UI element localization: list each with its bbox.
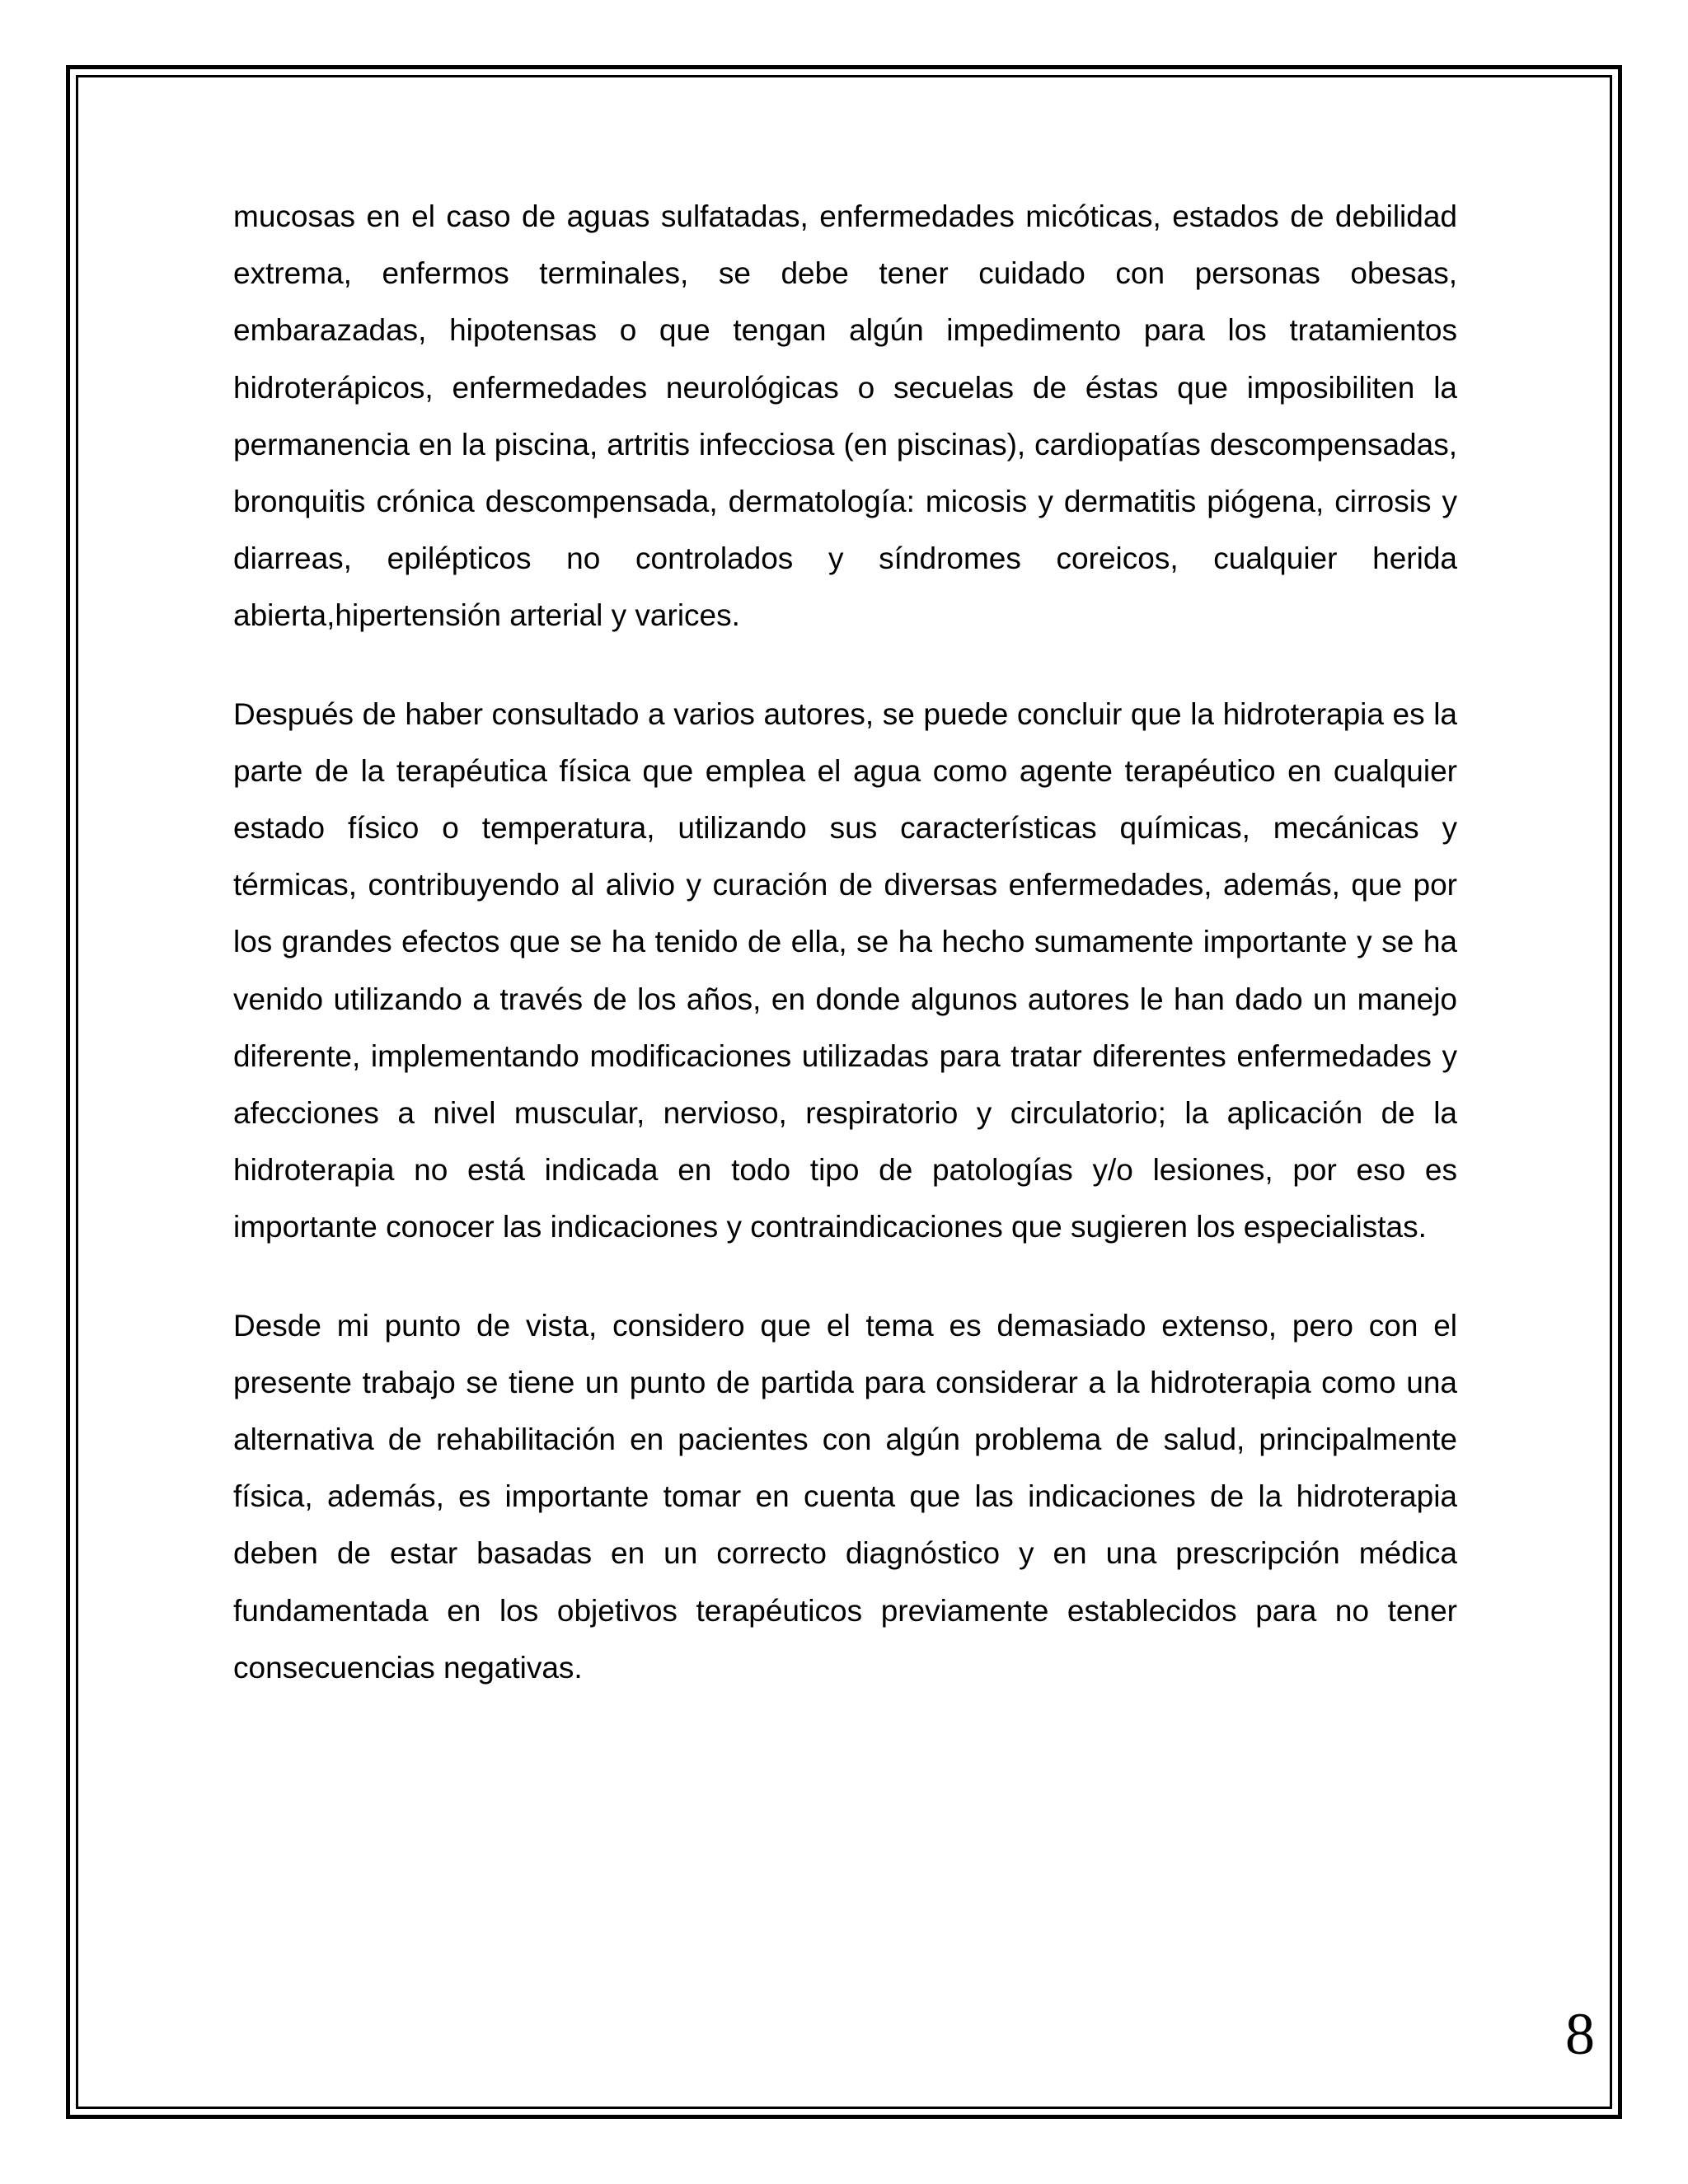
paragraph-opinion: Desde mi punto de vista, considero que el tema es demasiado extenso, pero con el presente trabajo se tiene un punto de partida para considerar a la hidroterapia como una alternativa de rehabilitación en pacientes con algún problema de salud, principalmente física, además, es importante tomar en cuenta que las indicaciones de la hidroterapia deben de estar basadas en un correcto diagnóstico y en una prescripción médica fundamentada en los objetivos terapéuticos previamente establecidos para no tener consecuencias negativas. <box>233 1308 1457 1685</box>
paragraph-conclusion: Después de haber consultado a varios autores, se puede concluir que la hidroterapia es la parte de la terapéutica física que emplea el agua como agente terapéutico en cualquier estado físico o temperatura, utilizando sus características químicas, mecánicas y térmicas, contribuyendo al alivio y curación de diversas enfermedades, además, que por los grandes efectos que se ha tenido de ella, se ha hecho sumamente importante y se ha venido utilizando a través de los años, en donde algunos autores le han dado un manejo diferente, implementando modificaciones utilizadas para tratar diferentes enfermedades y afecciones a nivel muscular, nervioso, respiratorio y circulatorio; la aplicación de la hidroterapia no está indicada en todo tipo de patologías y/o lesiones, por eso es importante conocer las indicaciones y contraindicaciones que sugieren los especialistas. <box>233 696 1457 1244</box>
page-number: 8 <box>1565 2001 1595 2067</box>
paragraph-contraindications: mucosas en el caso de aguas sulfatadas, enfermedades micóticas, estados de debilidad extrema, enfermos terminales, se debe tener cuidado con personas obesas, embarazadas, hipotensas o que tengan algún impedimento para los tratamientos hidroterápicos, enfermedades neurológicas o secuelas de éstas que imposibiliten la permanencia en la piscina, artritis infecciosa (en piscinas), cardiopatías descompensadas, bronquitis crónica descompensada, dermatología: micosis y dermatitis piógena, cirrosis y diarreas, epilépticos no controlados y síndromes coreicos, cualquier herida abierta,hipertensión arterial y varices. <box>233 199 1457 633</box>
document-body <box>233 188 1457 1737</box>
